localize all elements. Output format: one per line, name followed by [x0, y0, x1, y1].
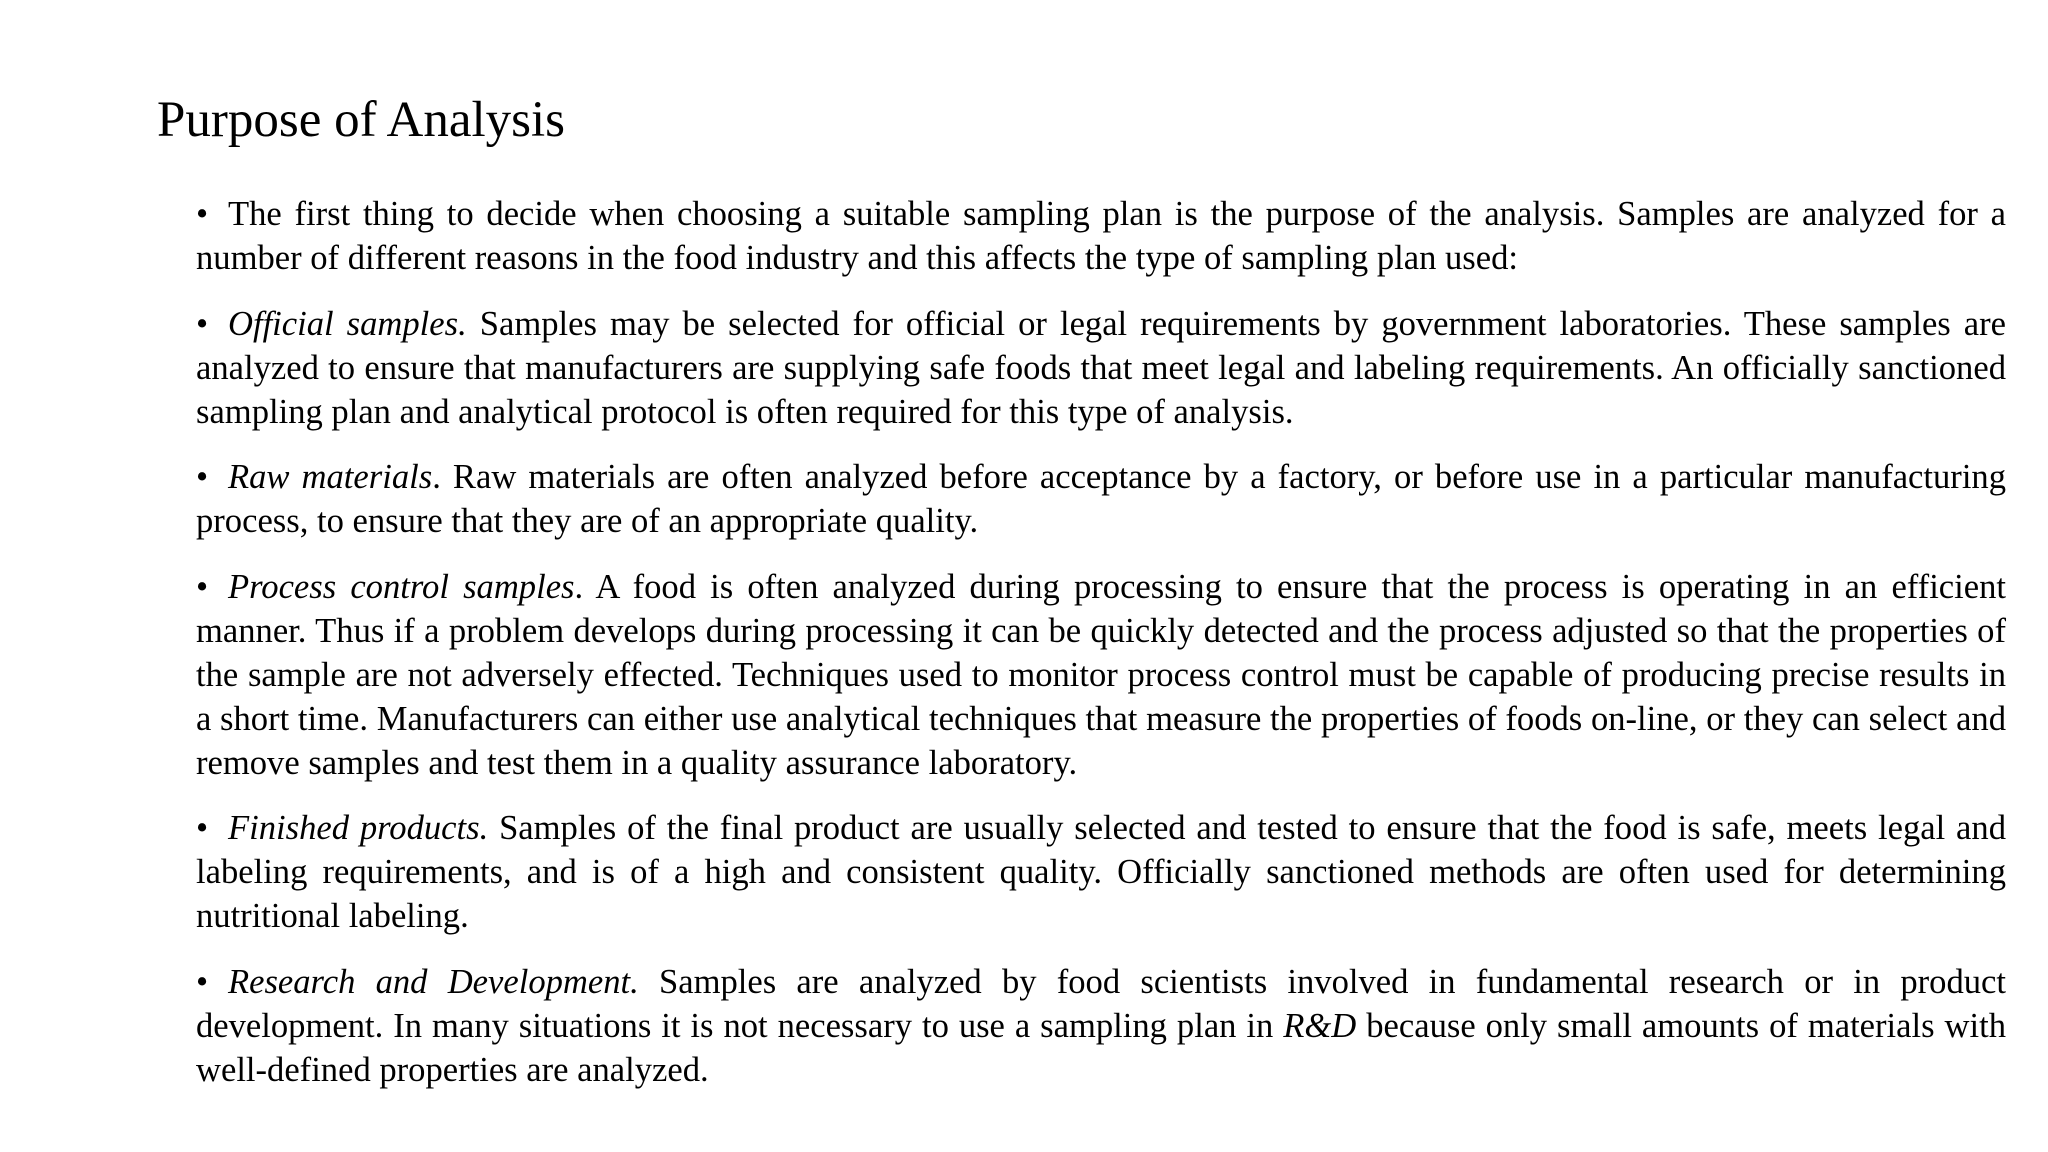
bullet-icon: •	[196, 962, 209, 1001]
bullet-item-finished-products	[196, 806, 2006, 938]
bullet-icon: •	[196, 458, 209, 496]
bullet-text: The first thing to decide when choosing a suitable sampling plan is the purpose of the analysis. Samples are analyzed for a number of different reasons in the food industry and this affects the type of sampling plan used:	[196, 195, 2006, 277]
bullet-icon: •	[196, 567, 209, 606]
bullet-item-research-development	[196, 960, 2006, 1092]
bullet-emphasis: R&D	[1283, 1006, 1357, 1045]
bullet-lead-term: Research and Development.	[228, 962, 639, 1001]
bullet-text-continued: because only small amounts of materials with well-defined properties are analyzed.	[196, 1006, 2006, 1089]
slide-title: Purpose of Analysis	[157, 92, 565, 148]
bullet-icon: •	[196, 195, 209, 233]
bullet-lead-term: Process control samples	[228, 567, 575, 606]
bullet-text: Samples are analyzed by food scientists involved in fundamental research or in product development. In many situations it is not necessary to use a sampling plan in	[196, 962, 2006, 1045]
bullet-list	[196, 192, 2006, 1113]
bullet-text: Samples of the final product are usually selected and tested to ensure that the food is safe, meets legal and labeling requirements, and is of a high and consistent quality. Officially sanctioned methods are often used for determining nutritional labeling.	[196, 809, 2006, 935]
bullet-icon: •	[196, 304, 209, 343]
bullet-item-purpose	[196, 192, 2006, 280]
bullet-lead-term: Official samples.	[228, 304, 467, 343]
bullet-item-process-control	[196, 565, 2006, 785]
bullet-lead-punctuation: .	[574, 567, 584, 606]
bullet-lead-punctuation: .	[432, 458, 441, 496]
bullet-icon: •	[196, 809, 209, 847]
bullet-lead-term: Finished products.	[228, 809, 489, 847]
bullet-lead-term: Raw materials	[228, 458, 433, 496]
bullet-item-raw-materials	[196, 455, 2006, 543]
bullet-text: Raw materials are often analyzed before acceptance by a factory, or before use in a particular manufacturing process, to ensure that they are of an appropriate quality.	[196, 458, 2007, 540]
bullet-text: A food is often analyzed during processing to ensure that the process is operating in an efficient manner. Thus if a problem develops during processing it can be quickly detected and the process adjusted so that the properties of the sample are not adversely effected. Techniques used to monitor process control must be capable of producing precise results in a short time. Manufacturers can either use analytical techniques that measure the properties of foods on-line, or they can select and remove samples and test them in a quality assurance laboratory.	[196, 567, 2006, 782]
bullet-text: Samples may be selected for official or legal requirements by government laboratories. These samples are analyzed to ensure that manufacturers are supplying safe foods that meet legal and labeling requirements. An officially sanctioned sampling plan and analytical protocol is often required for this type of analysis.	[196, 304, 2006, 431]
bullet-item-official-samples	[196, 302, 2006, 434]
